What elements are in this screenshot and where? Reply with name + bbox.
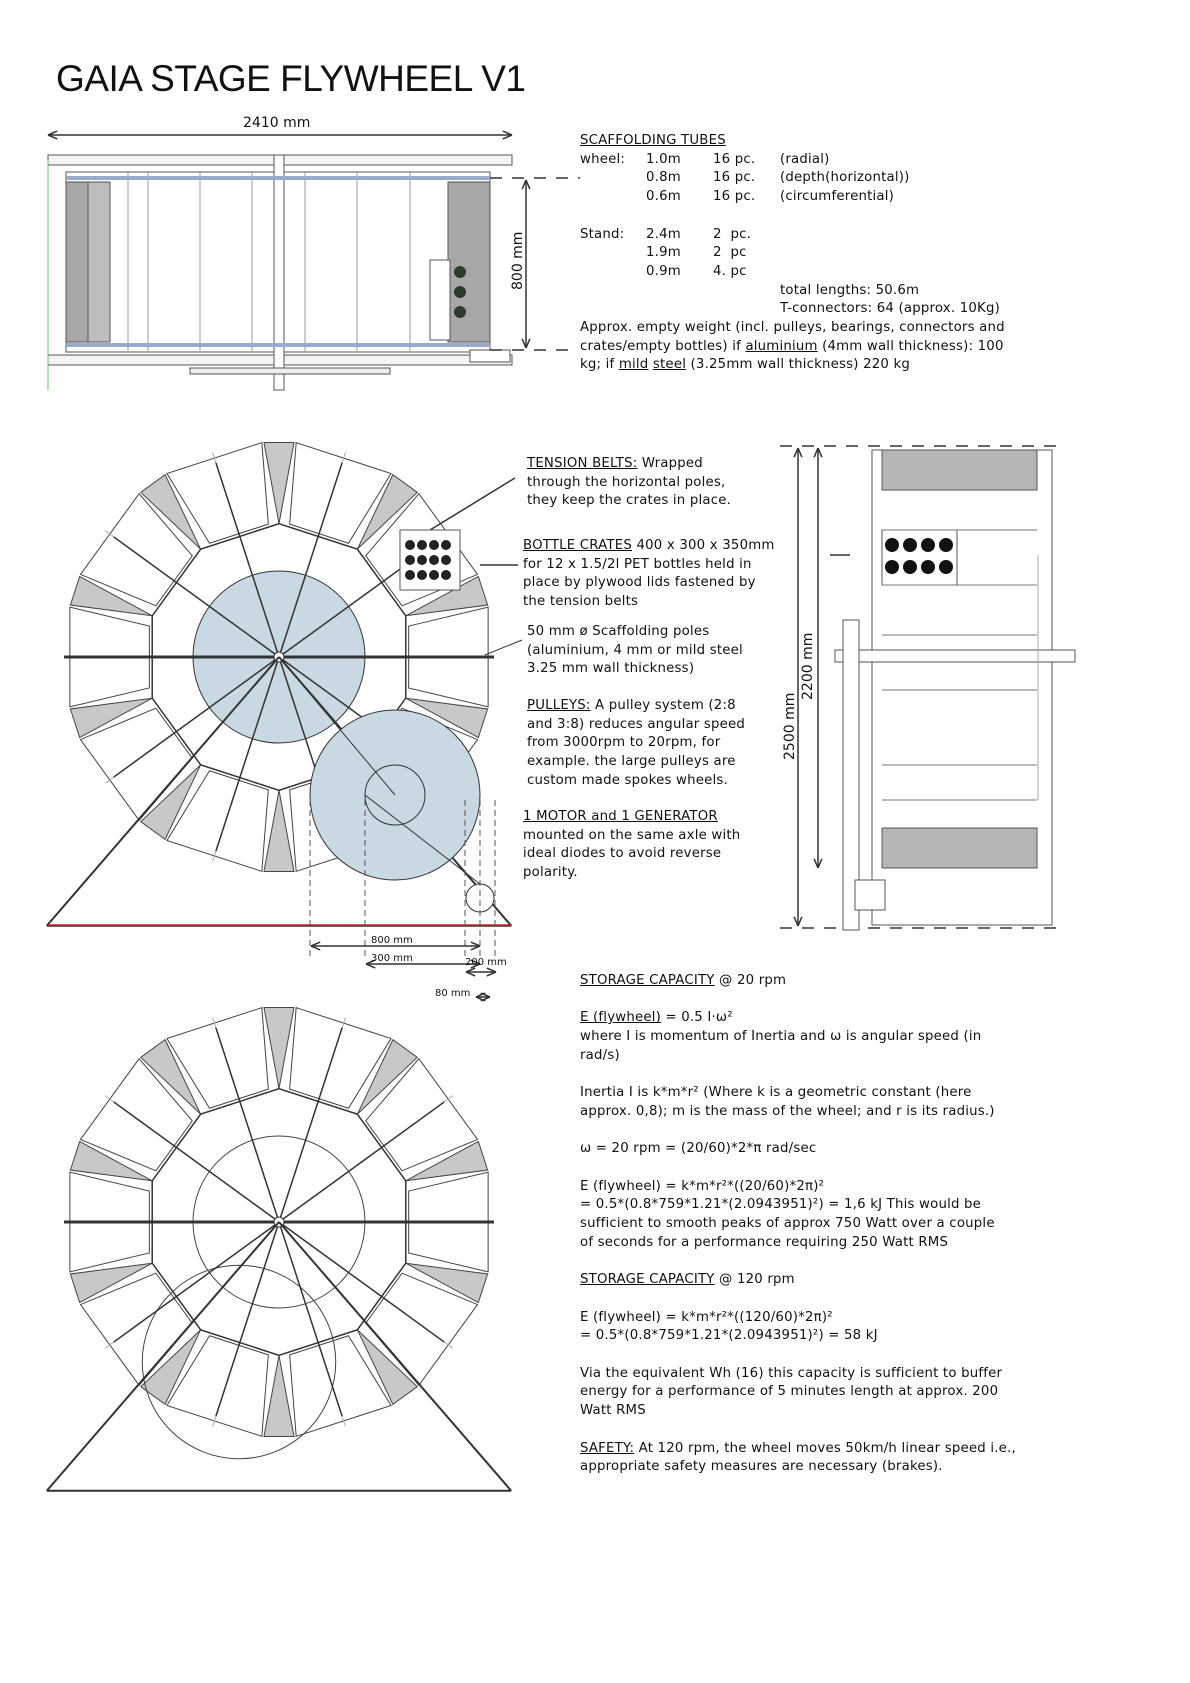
scaffolding-cell [580, 263, 646, 282]
pulley-edge [190, 368, 390, 374]
tension-belt-wedge [264, 1008, 294, 1089]
scaffolding-section [580, 132, 1005, 375]
safety-text: At 120 rpm, the wheel moves 50km/h linear speed i.e., [634, 1440, 1016, 1456]
note-line [527, 623, 743, 642]
note-line [527, 455, 731, 474]
bottle-icon [454, 266, 466, 278]
weight-text: kg; if [580, 357, 619, 373]
note-text: ideal diodes to avoid reverse [523, 846, 722, 862]
note-text: (aluminium, 4 mm or mild steel [527, 642, 743, 658]
scaffolding-cell: (circumferential) [780, 189, 895, 205]
scaffolding-row [580, 188, 1005, 207]
storage-20-heading [580, 972, 1016, 991]
note-line [523, 845, 740, 864]
scaffolding-cell [580, 244, 646, 263]
text-line [580, 1066, 1016, 1085]
bottle-icon [885, 560, 899, 574]
scaffolding-cell [646, 207, 713, 226]
storage-120-heading [580, 1271, 1016, 1290]
text-line: = 0.5*(0.8*759*1.21*(2.0943951)²) = 58 kJ [580, 1328, 878, 1344]
scaffolding-cell: 16 pc. [713, 151, 756, 167]
bottle-icon [939, 538, 953, 552]
storage-section [580, 972, 1016, 1477]
scaffolding-cell: 2 pc. [713, 226, 752, 242]
note-bottle-crates [523, 537, 775, 612]
note-text: 3.25 mm wall thickness) [527, 661, 695, 677]
scaffolding-row [580, 151, 1005, 170]
scaffolding-row [580, 263, 1005, 282]
scaffolding-cell: wheel: [580, 151, 626, 167]
text-line: ω = 20 rpm = (20/60)*2*π rad/sec [580, 1141, 817, 1157]
note-text: and 3:8) reduces angular speed [527, 716, 746, 732]
note-line [527, 492, 731, 511]
text-line [580, 1159, 1016, 1178]
note-text: Wrapped [637, 456, 703, 471]
text-line: energy for a performance of 5 minutes length at approx. 200 [580, 1384, 999, 1400]
dim-total-height-label: 2500 mm [782, 692, 798, 760]
motor-pulley [466, 884, 494, 912]
scaffolding-cell [780, 244, 784, 263]
dim-depth-label: 800 mm [510, 231, 526, 290]
note-line [527, 474, 731, 493]
scaffolding-cell [580, 169, 646, 188]
note-tension-belts [527, 455, 731, 511]
note-text: custom made spokes wheels. [527, 772, 728, 788]
note-line [523, 574, 775, 593]
bottle-icon [441, 570, 451, 580]
dim-width-label: 2410 mm [243, 115, 311, 131]
scaffolding-cell [780, 263, 784, 282]
bottle-icon [429, 570, 439, 580]
aluminium-term: aluminium [745, 338, 818, 354]
bottle-icon [417, 555, 427, 565]
scaffolding-row [580, 244, 1005, 263]
leader-line [485, 640, 522, 655]
scaffolding-heading: SCAFFOLDING TUBES [580, 133, 726, 148]
note-line [527, 772, 745, 791]
scaffolding-cell [780, 207, 784, 226]
text-line: where I is momentum of Inertia and ω is angular speed (in [580, 1029, 982, 1045]
text-line: rad/s) [580, 1047, 620, 1063]
note-line [523, 808, 740, 827]
bottle-crate-top [430, 260, 450, 340]
note-line [523, 827, 740, 846]
formula-text: = 0.5 I·ω² [661, 1010, 733, 1026]
text-line: Via the equivalent Wh (16) this capacity is sufficient to buffer [580, 1365, 1003, 1381]
note-heading: 1 MOTOR and 1 GENERATOR [523, 809, 718, 824]
axle [835, 650, 1075, 662]
note-heading: PULLEYS: [527, 698, 591, 713]
weight-text: (4mm wall thickness): 100 [817, 338, 1004, 354]
scaffolding-cell: 1.9m [646, 245, 681, 261]
note-motor-generator [523, 808, 740, 883]
heading-rest: @ 20 rpm [714, 973, 787, 988]
text-line: = 0.5*(0.8*759*1.21*(2.0943951)²) = 1,6 kJ This would be [580, 1197, 982, 1213]
dim-wheel-height-label: 2200 mm [800, 632, 816, 700]
weight-line-2 [580, 338, 1005, 357]
note-heading: BOTTLE CRATES [523, 538, 633, 553]
scaffolding-cell: 0.6m [646, 189, 681, 205]
note-line [523, 593, 775, 612]
note-text: they keep the crates in place. [527, 493, 732, 509]
text-line: of seconds for a performance requiring 250 Watt RMS [580, 1234, 949, 1250]
weight-line-3 [580, 356, 1005, 375]
bottle-icon [405, 555, 415, 565]
note-line [523, 537, 775, 556]
bottle-icon [417, 570, 427, 580]
note-text: place by plywood lids fastened by [523, 575, 756, 591]
crate-side [882, 828, 1037, 868]
note-line [527, 716, 745, 735]
bottle-icon [903, 538, 917, 552]
tension-belt-wedge [264, 790, 294, 871]
note-text: example. the large pulleys are [527, 754, 736, 770]
bottle-icon [903, 560, 917, 574]
page-title: GAIA STAGE FLYWHEEL V1 [56, 58, 526, 99]
tension-belt-wedge [264, 443, 294, 524]
bottle-icon [429, 540, 439, 550]
weight-text: crates/empty bottles) if [580, 338, 746, 354]
note-text: 400 x 300 x 350mm [632, 538, 775, 553]
bottle-icon [441, 555, 451, 565]
text-line: sufficient to smooth peaks of approx 750 Watt over a couple [580, 1216, 995, 1232]
dim-300-label: 300 mm [371, 953, 413, 964]
tension-belt-wedge [264, 1355, 294, 1436]
heading-rest: @ 120 rpm [714, 1272, 795, 1288]
dim-200-label: 200 mm [465, 957, 507, 968]
bottle-icon [454, 286, 466, 298]
text-line: Watt RMS [580, 1403, 646, 1419]
crate-side [88, 182, 110, 342]
total-lengths: total lengths: 50.6m [780, 282, 920, 298]
t-connectors: T-connectors: 64 (approx. 10Kg) [780, 301, 1000, 317]
mild-term: mild [618, 357, 649, 373]
bottle-icon [429, 555, 439, 565]
leader-line [430, 478, 515, 530]
scaffolding-cell: 0.8m [646, 170, 681, 186]
safety-line-1 [580, 1440, 1016, 1459]
scaffolding-cell: 2 pc [713, 245, 747, 261]
bottle-icon [417, 540, 427, 550]
dim-800-label: 800 mm [371, 935, 413, 946]
formula-label: E (flywheel) [580, 1010, 662, 1026]
note-pulleys [527, 697, 745, 791]
scaffolding-cell [713, 207, 780, 226]
heading-text: STORAGE CAPACITY [580, 973, 715, 988]
scaffolding-cell: 16 pc. [713, 189, 756, 205]
note-line [523, 864, 740, 883]
crate-side [882, 450, 1037, 490]
text-line [580, 1122, 1016, 1141]
energy-formula [580, 1009, 1016, 1028]
note-line [527, 753, 745, 772]
note-text: through the horizontal poles, [527, 474, 726, 490]
text-line: Inertia I is k*m*r² (Where k is a geometric constant (here [580, 1085, 972, 1101]
bottle-icon [454, 306, 466, 318]
note-text: 50 mm ø Scaffolding poles [527, 624, 710, 639]
bottle-icon [405, 540, 415, 550]
text-line: approx. 0,8); m is the mass of the wheel; and r is its radius.) [580, 1103, 995, 1119]
note-scaffolding-poles [527, 623, 743, 679]
scaffolding-cell: Stand: [580, 226, 625, 242]
heading-text: STORAGE CAPACITY [580, 1272, 715, 1288]
note-heading: TENSION BELTS: [527, 456, 638, 471]
note-text: mounted on the same axle with [523, 827, 741, 843]
weight-line-1: Approx. empty weight (incl. pulleys, bearings, connectors and [580, 320, 1005, 336]
scaffolding-cell: 16 pc. [713, 170, 756, 186]
scaffolding-cell: 2.4m [646, 226, 681, 242]
note-line [527, 642, 743, 661]
axle [274, 155, 284, 390]
text-line: E (flywheel) = k*m*r²*((20/60)*2π)² [580, 1178, 825, 1194]
note-line [523, 556, 775, 575]
bracket [470, 350, 510, 362]
safety-heading: SAFETY: [580, 1440, 635, 1456]
bottle-icon [885, 538, 899, 552]
bottle-icon [921, 538, 935, 552]
motor-side [855, 880, 885, 910]
note-line [527, 734, 745, 753]
bottle-icon [441, 540, 451, 550]
note-text: A pulley system (2:8 [590, 698, 736, 713]
note-line [527, 697, 745, 716]
steel-term: steel [652, 357, 687, 373]
dim-80-label: 80 mm [435, 988, 471, 999]
scaffolding-cell: 0.9m [646, 263, 681, 279]
scaffolding-cell [580, 188, 646, 207]
scaffolding-cell: (radial) [780, 151, 830, 167]
bottle-icon [405, 570, 415, 580]
safety-line-2: appropriate safety measures are necessary (brakes). [580, 1459, 943, 1475]
scaffolding-cell [780, 226, 784, 245]
text-line [580, 1346, 1016, 1365]
scaffolding-cell: 1.0m [646, 151, 681, 167]
scaffolding-cell: 4. pc [713, 263, 747, 279]
text-line: E (flywheel) = k*m*r²*((120/60)*2π)² [580, 1309, 833, 1325]
scaffolding-cell: (depth(horizontal)) [780, 170, 910, 186]
scaffolding-row [580, 226, 1005, 245]
bottle-icon [921, 560, 935, 574]
scaffolding-row [580, 169, 1005, 188]
weight-text: (3.25mm wall thickness) 220 kg [686, 357, 911, 373]
note-text: the tension belts [523, 594, 639, 610]
note-text: from 3000rpm to 20rpm, for [527, 735, 721, 751]
note-line [527, 660, 743, 679]
note-text: for 12 x 1.5/2l PET bottles held in [523, 556, 752, 572]
crate-side [448, 182, 490, 342]
note-text: polarity. [523, 865, 578, 881]
scaffolding-row [580, 207, 1005, 226]
bottle-icon [939, 560, 953, 574]
scaffolding-cell [580, 207, 646, 226]
